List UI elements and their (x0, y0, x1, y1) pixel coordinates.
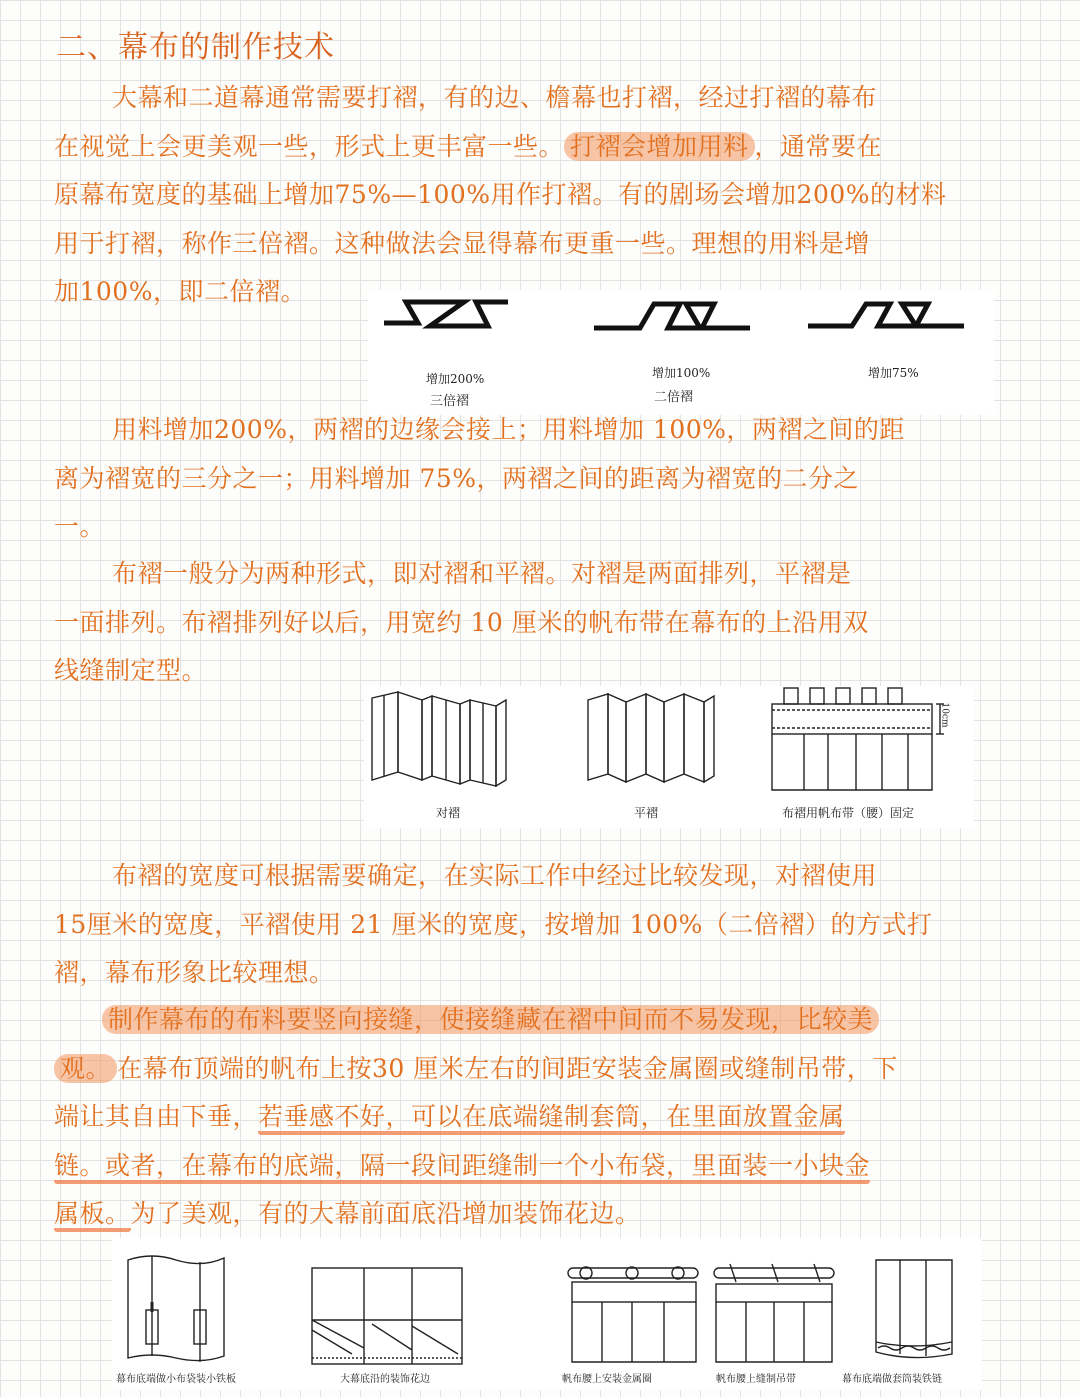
text-line: 用于打褶，称作三倍褶。这种做法会显得幕布更重一些。理想的用料是增 (54, 228, 871, 258)
text-line: 15厘米的宽度，平褶使用 21 厘米的宽度，按增加 100%（二倍褶）的方式打 (54, 909, 933, 939)
paragraph-pleating-intro (54, 74, 1014, 317)
text-line: 一。 (54, 512, 106, 541)
underline-mark: 若垂感不好，可以在底端缝制套筒，在里面放置金属 (258, 1102, 845, 1135)
figure-curtain-finishing (112, 1238, 982, 1390)
caption-plain-pleat: 平褶 (634, 806, 659, 820)
caption-triple-a: 增加200% (426, 372, 485, 386)
caption-bag-iron: 幕布底端做小布袋装小铁板 (116, 1374, 236, 1385)
text-line: 布褶一般分为两种形式，即对褶和平褶。对褶是两面排列，平褶是 (112, 559, 852, 588)
text-segment: 在视觉上会更美观一些，形式上更丰富一些。 (54, 131, 565, 161)
underline-mark: 属板。 (54, 1199, 131, 1232)
text-line: 原幕布宽度的基础上增加75%—100%用作打褶。有的剧场会增加200%的材料 (54, 180, 947, 209)
paragraph-seams-and-bottom (54, 996, 1014, 1239)
text-line: 用料增加200%，两褶的边缘会接上；用料增加 100%，两褶之间的距 (112, 415, 905, 444)
pleat-diagram-double (594, 304, 750, 328)
curtain-finishing-svg (112, 1238, 982, 1390)
caption-hanging-strap: 帆布腰上缝制吊带 (716, 1374, 796, 1385)
paragraph-pleat-types (54, 550, 1014, 696)
hanging-strap-drawing (714, 1264, 834, 1362)
text-segment: ，通常要在 (754, 131, 883, 161)
text-line: 加100%，即二倍褶。 (54, 277, 306, 306)
text-line: 布褶的宽度可根据需要确定，在实际工作中经过比较发现，对褶使用 (112, 861, 878, 890)
text-line (54, 1045, 1014, 1094)
metal-ring-drawing (568, 1267, 698, 1362)
text-line: 褶，幕布形象比较理想。 (54, 958, 335, 987)
caption-075-a: 增加75% (868, 366, 919, 380)
highlight-mark: 观。 (54, 1054, 117, 1083)
text-line (54, 1142, 1014, 1191)
caption-triple-b: 三倍褶 (430, 394, 470, 409)
underline-mark: 链。或者，在幕布的底端，隔一段间距缝制一个小布袋，里面装一小块金 (54, 1151, 870, 1184)
bag-iron-drawing (128, 1256, 224, 1362)
caption-double-a: 增加100% (652, 366, 711, 380)
text-segment: 在幕布顶端的帆布上按30 厘米左右的间距安装金属圈或缝制吊带，下 (117, 1053, 898, 1083)
pleat-diagram-075 (808, 304, 964, 326)
text-line: 一面排列。布褶排列好以后，用宽约 10 厘米的帆布带在幕布的上沿用双 (54, 607, 869, 637)
figure-pleat-ratios (368, 290, 994, 415)
caption-band-fixed: 布褶用帆布带（腰）固定 (782, 806, 915, 820)
dimension-label: 10cm (939, 702, 950, 728)
text-line (54, 123, 1014, 172)
figure-pleat-types (364, 686, 974, 828)
box-pleat-drawing (372, 692, 506, 786)
paragraph-pleat-spacing (54, 406, 1014, 552)
caption-box-pleat: 对褶 (436, 806, 461, 820)
band-fixed-drawing (772, 688, 944, 790)
text-line: 线缝制定型。 (54, 656, 208, 685)
caption-metal-ring: 帆布腰上安装金属圈 (562, 1374, 652, 1385)
paragraph-pleat-width (54, 852, 1014, 998)
text-segment: 端让其自由下垂， (54, 1102, 259, 1131)
decorative-trim-drawing (312, 1268, 462, 1364)
text-line (54, 1190, 1014, 1239)
highlight-mark: 打褶会增加用料 (564, 132, 755, 161)
text-line: 离为褶宽的三分之一；用料增加 75%，两褶之间的距离为褶宽的二分之 (54, 463, 860, 493)
caption-double-b: 二倍褶 (654, 390, 694, 405)
text-line (54, 996, 1014, 1045)
caption-sleeve-chain: 幕布底端做套筒装铁链 (842, 1374, 942, 1385)
text-line (54, 1093, 1014, 1142)
plain-pleat-drawing (588, 694, 714, 782)
highlight-mark: 制作幕布的布料要竖向接缝，使接缝藏在褶中间而不易发现，比较美 (102, 1005, 879, 1034)
section-title: 二、幕布的制作技术 (56, 30, 335, 65)
text-line: 大幕和二道幕通常需要打褶，有的边、檐幕也打褶，经过打褶的幕布 (112, 83, 878, 112)
caption-decorative-trim: 大幕底沿的装饰花边 (340, 1374, 430, 1385)
text-segment: 为了美观，有的大幕前面底沿增加装饰花边。 (130, 1199, 641, 1228)
sleeve-chain-drawing (876, 1260, 952, 1358)
pleat-diagram-triple (384, 302, 508, 326)
